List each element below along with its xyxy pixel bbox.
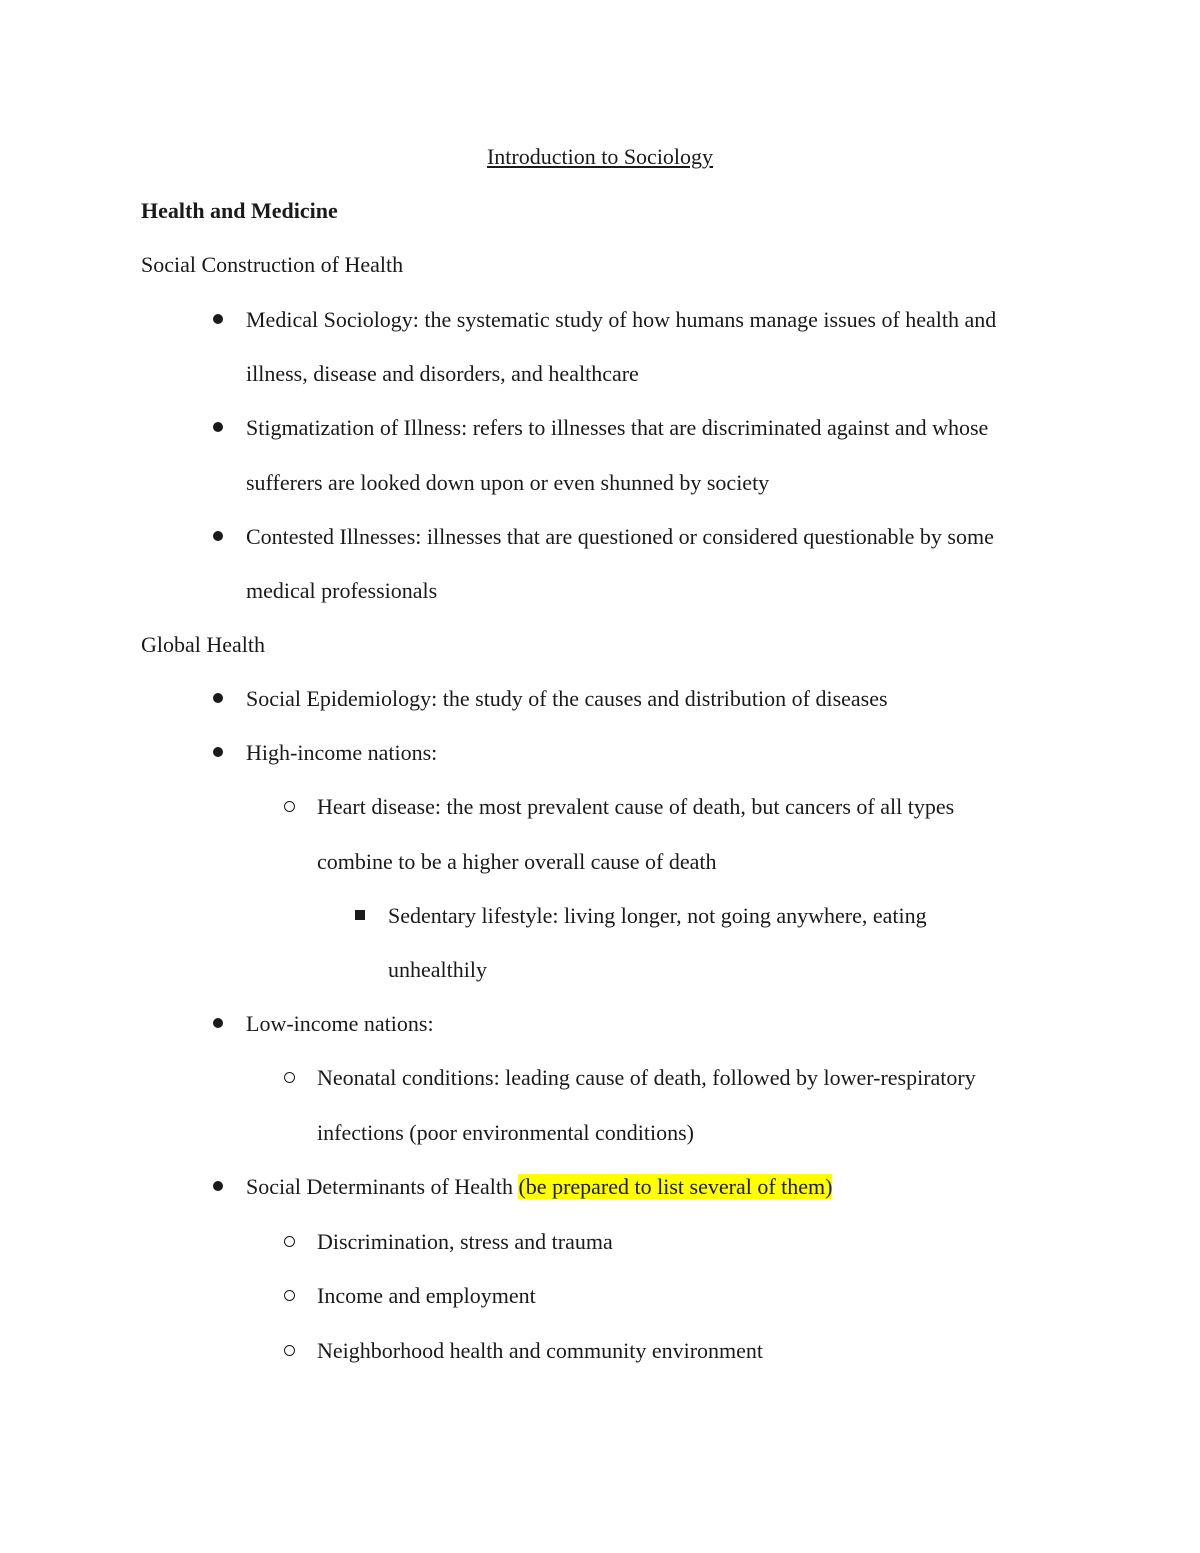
list-item-text (246, 1172, 832, 1202)
list-item-text: medical professionals (246, 578, 438, 603)
list-item-text: High-income nations: (246, 740, 438, 765)
bullet-square-icon (355, 910, 365, 920)
bullet-circle-icon (284, 801, 295, 812)
bullet-disc-icon (213, 531, 223, 541)
bullet-disc-icon (213, 1018, 223, 1028)
bullet-circle-icon (284, 1072, 295, 1083)
list-item-text: Social Epidemiology: the study of the causes and distribution of diseases (246, 686, 888, 711)
list-item-text: sufferers are looked down upon or even shunned by society (246, 470, 770, 495)
bullet-disc-icon (213, 747, 223, 757)
bullet-disc-icon (213, 693, 223, 703)
list-item-text: Heart disease: the most prevalent cause of death, but cancers of all types (317, 794, 955, 819)
bullet-circle-icon (284, 1236, 295, 1247)
list-item-text: Contested Illnesses: illnesses that are questioned or considered questionable by some (246, 524, 994, 549)
list-item-text: Neonatal conditions: leading cause of death, followed by lower-respiratory (317, 1065, 976, 1090)
highlighted-note: (be prepared to list several of them) (518, 1174, 833, 1199)
list-item-text: Income and employment (317, 1283, 536, 1308)
list-item-text: infections (poor environmental conditions) (317, 1120, 694, 1145)
list-item-text: Low-income nations: (246, 1011, 434, 1036)
bullet-circle-icon (284, 1345, 295, 1356)
list-item-text: Discrimination, stress and trauma (317, 1229, 613, 1254)
document-title: Introduction to Sociology (486, 144, 714, 169)
list-item-text: illness, disease and disorders, and healthcare (246, 361, 639, 386)
bullet-disc-icon (213, 314, 223, 324)
determinants-label: Social Determinants of Health (246, 1174, 519, 1199)
list-item-text: Stigmatization of Illness: refers to illnesses that are discriminated against and whose (246, 415, 989, 440)
list-item-text: Neighborhood health and community environment (317, 1338, 764, 1363)
subsection-title-social-construction: Social Construction of Health (141, 252, 404, 277)
list-item-text: combine to be a higher overall cause of death (317, 849, 717, 874)
list-item-text: Sedentary lifestyle: living longer, not going anywhere, eating (388, 903, 927, 928)
list-item-text: Medical Sociology: the systematic study of how humans manage issues of health and (246, 307, 997, 332)
bullet-disc-icon (213, 1181, 223, 1191)
section-heading: Health and Medicine (141, 198, 338, 223)
list-item-text: unhealthily (388, 957, 487, 982)
subsection-title-global-health: Global Health (141, 632, 266, 657)
bullet-disc-icon (213, 422, 223, 432)
bullet-circle-icon (284, 1290, 295, 1301)
